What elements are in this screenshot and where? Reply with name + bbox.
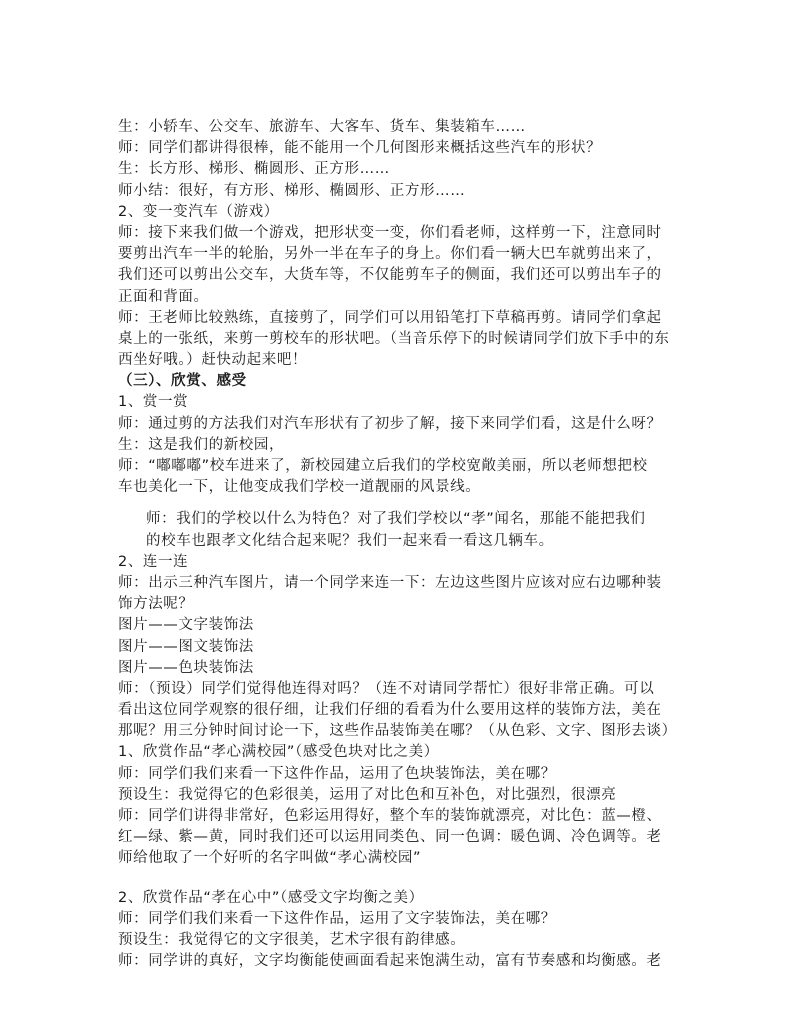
text-line: 师：出示三种汽车图片，请一个同学来连一下：左边这些图片应该对应右边哪种装 — [118, 574, 662, 591]
text-line: 师：同学讲的真好，文字均衡能使画面看起来饱满生动，富有节奏感和均衡感。老 — [118, 953, 662, 970]
text-line: 红—绿、紫—黄，同时我们还可以运用同类色、同一色调：暖色调、冷色调等。老 — [118, 829, 662, 846]
section-heading: 1、欣赏作品“孝心满校园”（感受色块对比之美） — [118, 744, 439, 761]
section-heading: 2、欣赏作品“孝在心中”（感受文字均衡之美） — [118, 889, 424, 906]
spacer — [118, 870, 688, 888]
text-line: 生：长方形、梯形、椭圆形、正方形…… — [118, 161, 390, 178]
spacer — [118, 498, 688, 509]
text-line: 我们还可以剪出公交车，大货车等，不仅能剪车子的侧面，我们还可以剪出车子的 — [118, 267, 662, 284]
text-line: 桌上的一张纸，来剪一剪校车的形状吧。（当音乐停下的时候请同学们放下手中的东 — [118, 330, 670, 347]
text-line: 师：我们的学校以什么为特色？对了我们学校以“孝”闻名，那能不能把我们 — [146, 511, 646, 528]
text-line: 那呢？用三分钟时间讨论一下，这些作品装饰美在哪？（从色彩、文字、图形去谈） — [118, 723, 677, 740]
text-line: 师：同学们我们来看一下这件作品，运用了色块装饰法，美在哪？ — [118, 765, 556, 782]
text-line: 生：小轿车、公交车、旅游车、大客车、货车、集装箱车…… — [118, 119, 526, 135]
text-line: 师：“嘟嘟嘟”校车进来了，新校园建立后我们的学校宽敞美丽，所以老师想把校 — [118, 458, 648, 474]
text-line: 生：这是我们的新校园， — [118, 436, 285, 453]
section-heading: 2、连一连 — [118, 553, 189, 570]
section-heading: （三）、欣赏、感受 — [118, 373, 247, 390]
text-line: 西坐好哦。）赶快动起来吧！ — [118, 352, 308, 369]
text-line: 师：同学们我们来看一下这件作品，运用了文字装饰法，美在哪？ — [118, 910, 556, 927]
text-line: 师给他取了一个好听的名字叫做“孝心满校园” — [118, 850, 422, 867]
text-line: 看出这位同学观察的很仔细，让我们仔细的看看为什么要用这样的装饰方法，美在 — [118, 702, 662, 719]
text-line: 师：同学们都讲得很棒，能不能用一个几何图形来概括这些汽车的形状？ — [118, 140, 602, 157]
text-line: 图片——色块装饰法 — [118, 659, 254, 676]
text-line: 师小结：很好，有方形、梯形、椭圆形、正方形…… — [118, 182, 466, 199]
text-line: 师：王老师比较熟练，直接剪了，同学们可以用铅笔打下草稿再剪。请同学们拿起 — [118, 309, 662, 326]
text-line: 正面和背面。 — [118, 288, 209, 305]
text-line: 预设生：我觉得它的文字很美，艺术字很有韵律感。 — [118, 931, 466, 948]
text-line: 师：通过剪的方法我们对汽车形状有了初步了解，接下来同学们看，这是什么呀？ — [118, 415, 662, 432]
text-line: 师：接下来我们做一个游戏，把形状变一变，你们看老师，这样剪一下，注意同时 — [118, 224, 662, 241]
text-line: 图片——图文装饰法 — [118, 638, 254, 655]
text-line: 车也美化一下，让他变成我们学校一道靓丽的风景线。 — [118, 479, 481, 496]
text-line: 要剪出汽车一半的轮胎，另外一半在车子的身上。你们看一辆大巴车就剪出来了， — [118, 246, 662, 263]
text-line: 的校车也跟孝文化结合起来呢？我们一起来看一看这几辆车。 — [146, 532, 554, 549]
lesson-text — [118, 117, 688, 972]
section-heading: 1、赏一赏 — [118, 394, 189, 411]
text-line: 饰方法呢？ — [118, 596, 194, 613]
section-heading: 2、变一变汽车（游戏） — [118, 203, 279, 220]
text-line: 师：同学们讲得非常好，色彩运用得好，整个车的装饰就漂亮，对比色：蓝—橙、 — [118, 808, 662, 824]
text-line: 预设生：我觉得它的色彩很美，运用了对比色和互补色，对比强烈，很漂亮 — [118, 786, 617, 803]
text-line: 师：（预设）同学们觉得他连得对吗？（连不对请同学帮忙）很好非常正确。可以 — [118, 680, 655, 697]
text-line: 图片——文字装饰法 — [118, 617, 254, 634]
